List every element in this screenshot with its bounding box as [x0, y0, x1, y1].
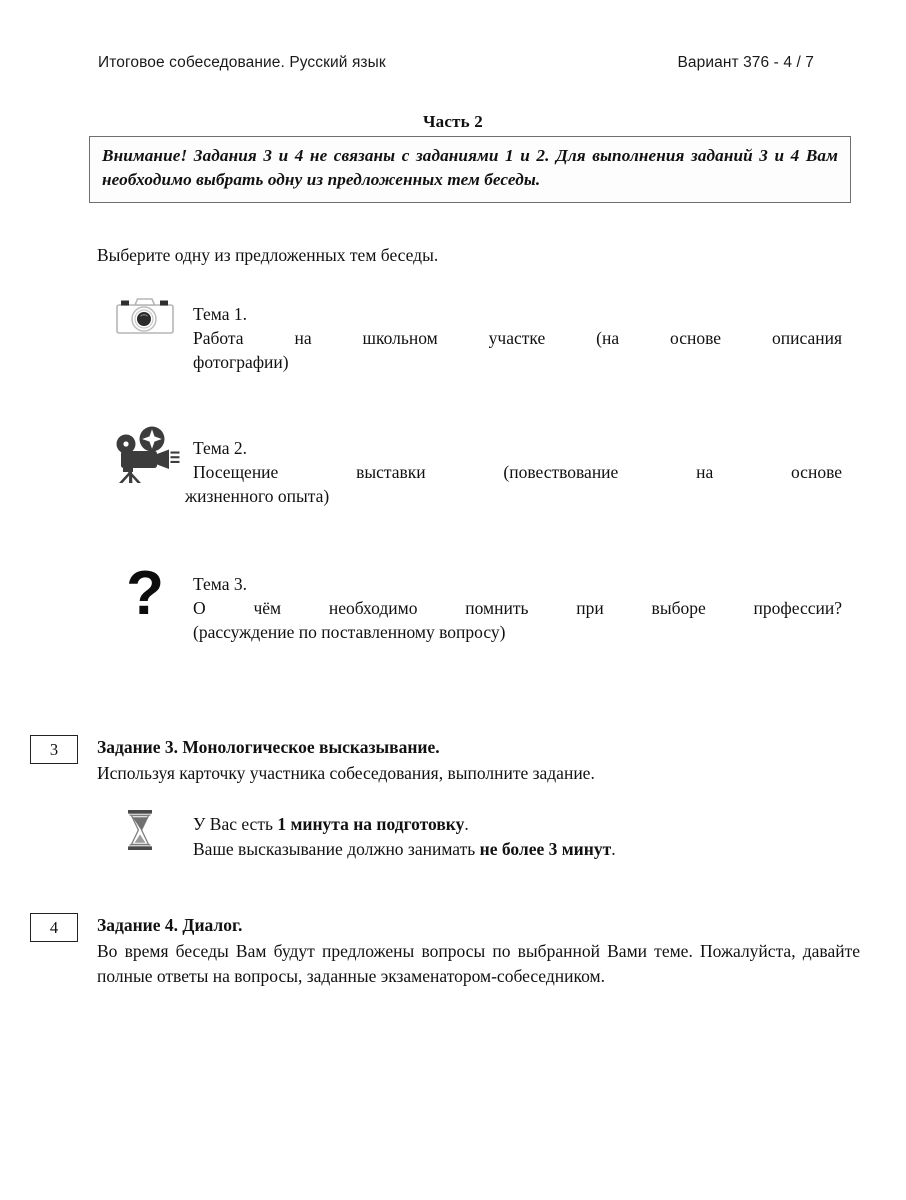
task-3-heading: Задание 3. Монологическое высказывание. [97, 737, 440, 757]
topic-3-text [193, 596, 842, 644]
task-3-block [30, 735, 860, 863]
part-title: Часть 2 [422, 112, 483, 131]
document-header [98, 54, 814, 72]
timing-line-2-prefix: Ваше высказывание должно занимать [193, 839, 480, 860]
task-4-number-box: 4 [30, 913, 78, 942]
movie-projector-icon [97, 424, 193, 488]
topic-3-body [193, 562, 842, 644]
header-exam-title: Итоговое собеседование. Русский язык [98, 54, 386, 71]
task-3-timing-lines [193, 806, 860, 863]
topic-3-label: Тема 3. [193, 574, 248, 594]
topic-2-body [185, 424, 842, 508]
topic-1-body [193, 288, 842, 374]
task-3-timing-line-1 [193, 812, 860, 838]
question-mark-icon [97, 562, 193, 626]
timing-line-2-bold: не более 3 минут [479, 839, 612, 860]
header-variant-page: Вариант 376 - 4 / 7 [677, 54, 814, 71]
topic-2-line-2: жизненного опыта) [185, 486, 330, 507]
hourglass-icon [125, 806, 193, 852]
topic-option-1[interactable] [97, 288, 842, 374]
topic-1-line-2: фотографии) [193, 352, 289, 373]
timing-line-1-bold: 1 минута на подготовку [277, 813, 465, 834]
topic-option-3[interactable] [97, 562, 842, 644]
svg-text:?: ? [126, 564, 164, 628]
topic-option-2[interactable] [97, 424, 842, 508]
topic-3-line-1: О чём необходимо помнить при выборе профессии? [193, 598, 842, 619]
topic-1-text [193, 326, 842, 374]
topic-2-label: Тема 2. [193, 438, 248, 458]
timing-line-1-suffix: . [464, 813, 469, 834]
topic-2-text [185, 460, 842, 508]
topic-1-line-1: Работа на школьном участке (на основе описания [193, 328, 842, 349]
task-4-paragraph: Во время беседы Вам будут предложены вопросы по выбранной Вами теме. Пожалуйста, давайте полные ответы на вопросы, заданные экзаменатором-собеседником. [97, 940, 860, 986]
task-4-heading: Задание 4. Диалог. [97, 915, 243, 935]
camera-icon [97, 288, 193, 354]
timing-line-1-prefix: У Вас есть [193, 813, 278, 834]
topic-2-line-1: Посещение выставки (повествование на основе [193, 462, 842, 483]
task-3-content [97, 735, 860, 863]
task-3-timing-line-2 [193, 837, 860, 863]
task-4-content [97, 913, 860, 989]
timing-line-2-suffix: . [611, 839, 616, 860]
lead-in-instruction: Выберите одну из предложенных тем беседы. [97, 245, 439, 265]
topic-3-line-2: (рассуждение по поставленному вопросу) [193, 622, 506, 643]
task-4-block [30, 913, 860, 989]
task-3-timing [125, 806, 860, 863]
task-3-paragraph: Используя карточку участника собеседования, выполните задание. [97, 762, 595, 783]
topic-1-label: Тема 1. [193, 304, 248, 324]
attention-text: Внимание! Задания 3 и 4 не связаны с заданиями 1 и 2. Для выполнения заданий 3 и 4 Вам необходимо выбрать одну из предложенных тем беседы. [102, 146, 838, 190]
task-3-number-box: 3 [30, 735, 78, 764]
attention-box [89, 136, 851, 203]
